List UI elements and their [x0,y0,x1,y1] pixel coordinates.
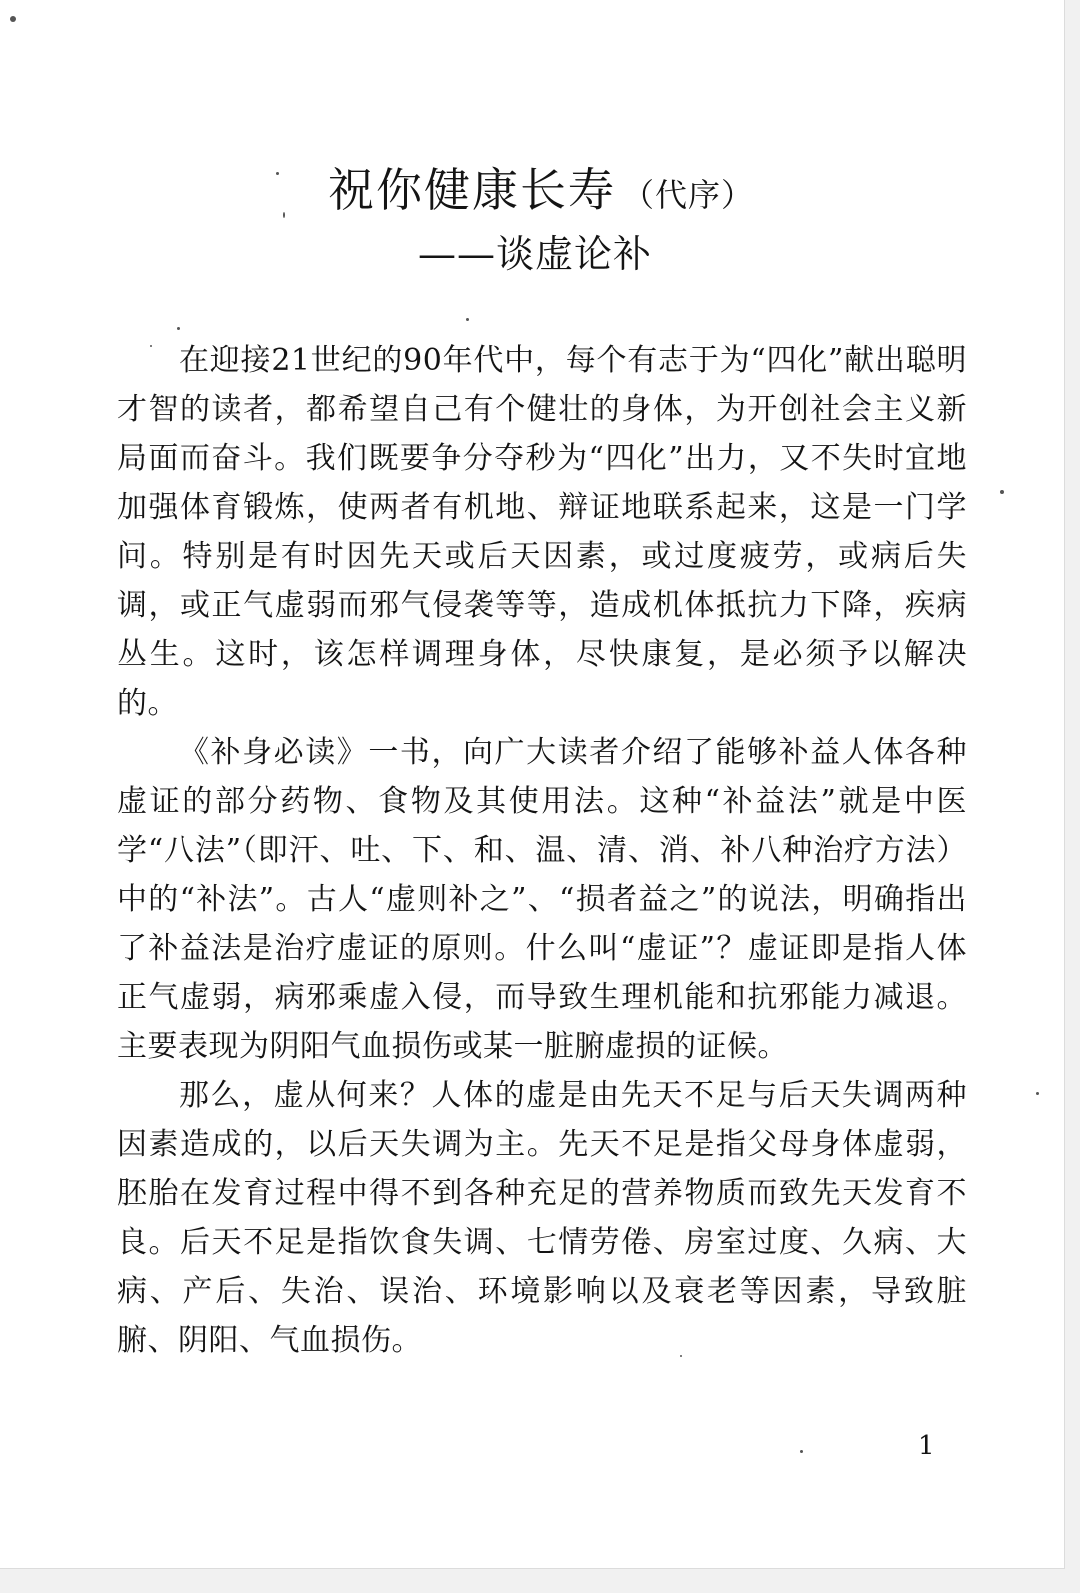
scan-speck [276,172,279,175]
body-text [117,336,967,1365]
title-note: （代序） [622,176,755,214]
paragraph-1: 在迎接21世纪的90年代中，每个有志于为“四化”献出聪明才智的读者，都希望自己有个健壮的身体，为开创社会主义新局面而奋斗。我们既要争分夺秒为“四化”出力，又不失时宜地加强体育锻炼，使两者有机地、辩证地联系起来，这是一门学问。特别是有时因先天或后天因素，或过度疲劳，或病后失调，或正气虚弱而邪气侵袭等等，造成机体抵抗力下降，疾病丛生。这时，该怎样调理身体，尽快康复，是必须予以解决的。 [117,343,967,721]
page-subtitle: ——谈虚论补 [418,232,653,276]
page-title [328,160,754,225]
page-number: 1 [918,1431,935,1461]
scan-speck [10,16,16,22]
scan-speck [800,1450,803,1453]
paragraph-3: 那么，虚从何来？人体的虚是由先天不足与后天失调两种因素造成的，以后天失调为主。先天不足是指父母身体虚弱，胚胎在发育过程中得不到各种充足的营养物质而致先天发育不良。后天不足是指饮食失调、七情劳倦、房室过度、久病、大病、产后、失治、误治、环境影响以及衰老等因素，导致脏腑、阴阳、气血损伤。 [117,1078,967,1358]
scan-speck [466,318,469,321]
scan-speck [150,345,152,347]
scan-speck [1036,1092,1039,1095]
scan-speck [680,1355,682,1357]
title-text: 祝你健康长寿 [328,163,616,217]
scan-speck [283,212,285,218]
scan-speck [177,327,180,330]
scan-speck [1000,490,1004,494]
paragraph-2: 《补身必读》一书，向广大读者介绍了能够补益人体各种虚证的部分药物、食物及其使用法。这种“补益法”就是中医学“八法”（即汗、吐、下、和、温、清、消、补八种治疗方法）中的“补法”。古人“虚则补之”、“损者益之”的说法，明确指出了补益法是治疗虚证的原则。什么叫“虚证”？虚证即是指人体正气虚弱，病邪乘虚入侵，而导致生理机能和抗邪能力减退。主要表现为阴阳气血损伤或某一脏腑虚损的证候。 [117,735,967,1064]
